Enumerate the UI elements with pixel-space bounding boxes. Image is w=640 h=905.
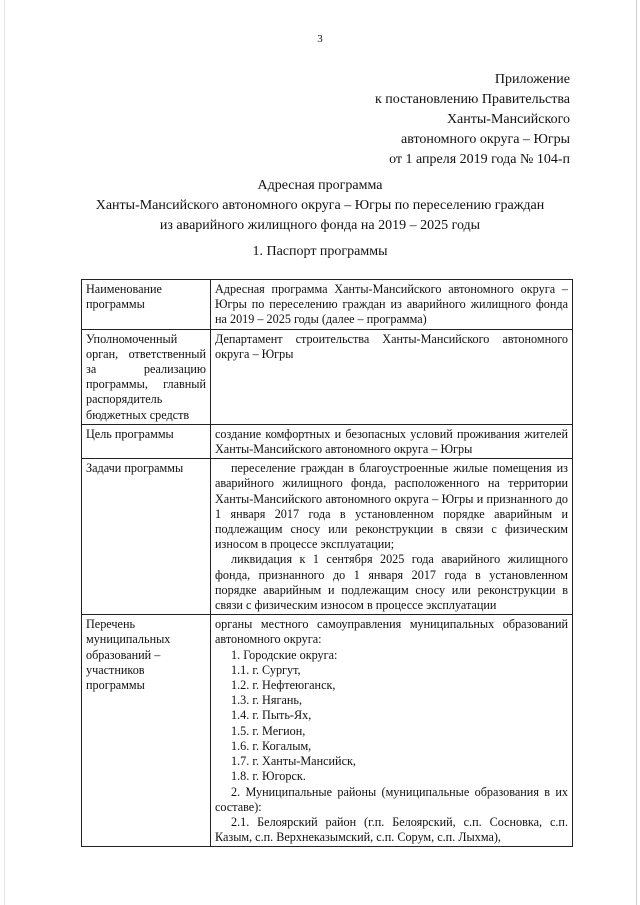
appendix-line: Ханты-Мансийского	[446, 112, 570, 127]
list-item: 1.4. г. Пыть-Ях,	[231, 708, 312, 723]
row-label: Перечень муниципальных образований – участников программы	[82, 615, 211, 847]
table-row	[82, 329, 573, 424]
row-label: Наименование программы	[82, 280, 211, 330]
table-row	[82, 424, 573, 458]
row-value: создание комфортных и безопасных условий проживания жителей Ханты-Мансийского автономного округа – Югры	[211, 424, 573, 458]
passport-table	[81, 279, 573, 847]
row-value: Департамент строительства Ханты-Мансийского автономного округа – Югры	[211, 329, 573, 424]
list-item: 1.1. г. Сургут,	[231, 662, 301, 677]
task-paragraph: переселение граждан в благоустроенные жилые помещения из аварийного жилищного фонда, расположенного на территории Ханты-Мансийского автономного округа – Югры и признанного до 1 января 2017 года в установленном порядке аварийным и подлежащим сносу или реконструкции в связи с физическим износом в процессе эксплуатации;	[215, 461, 568, 552]
row-value: Адресная программа Ханты-Мансийского автономного округа – Югры по переселению граждан из аварийного жилищного фонда на 2019 – 2025 годы (далее – программа)	[211, 280, 573, 330]
list-item: 1.2. г. Нефтеюганск,	[231, 678, 336, 693]
row-value	[211, 615, 573, 847]
districts-heading: 2. Муниципальные районы (муниципальные образования в их составе):	[215, 784, 568, 814]
list-item: 1.3. г. Нягань,	[231, 693, 302, 708]
task-paragraph: ликвидация к 1 сентября 2025 года аварийного жилищного фонда, признанного до 1 января 2017 года в установленном порядке аварийным и подлежащим сносу или реконструкции в связи с физическим износом в процессе эксплуатации	[215, 552, 568, 613]
table-row	[82, 459, 573, 615]
row-label: Уполномоченный орган, ответственный за реализацию программы, главный распорядитель бюджетных средств	[82, 329, 211, 424]
row-value	[211, 459, 573, 615]
table-row	[82, 280, 573, 330]
program-title	[70, 176, 570, 236]
program-title-line: Адресная программа	[257, 178, 383, 193]
list-item: 2.1. Белоярский район (г.п. Белоярский, с.п. Сосновка, с.п. Казым, с.п. Верхнеказымский, с.п. Сорум, с.п. Лыхма),	[215, 814, 568, 845]
row-label: Цель программы	[82, 424, 211, 458]
scan-edge-right	[636, 0, 637, 905]
row-label: Задачи программы	[82, 459, 211, 615]
scan-edge-left	[4, 0, 5, 905]
program-title-line: из аварийного жилищного фонда на 2019 – 2025 годы	[159, 218, 481, 233]
table-row	[82, 615, 573, 847]
page-number: 3	[317, 33, 323, 45]
program-title-line: Ханты-Мансийского автономного округа – Югры по переселению граждан	[95, 198, 545, 213]
appendix-line: автономного округа – Югры	[401, 132, 570, 147]
participants-intro: органы местного самоуправления муниципальных образований автономного округа:	[215, 617, 568, 647]
list-item: 1.8. г. Югорск.	[231, 769, 306, 784]
appendix-block	[270, 70, 570, 170]
list-item: 1.7. г. Ханты-Мансийск,	[231, 754, 356, 769]
section-title: 1. Паспорт программы	[252, 244, 388, 259]
appendix-line: от 1 апреля 2019 года № 104-п	[389, 152, 570, 167]
appendix-line: Приложение	[494, 72, 570, 87]
appendix-line: к постановлению Правительства	[374, 92, 570, 107]
urban-heading: 1. Городские округа:	[231, 647, 338, 662]
list-item: 1.5. г. Мегион,	[231, 723, 306, 738]
list-item: 1.6. г. Когалым,	[231, 738, 312, 753]
